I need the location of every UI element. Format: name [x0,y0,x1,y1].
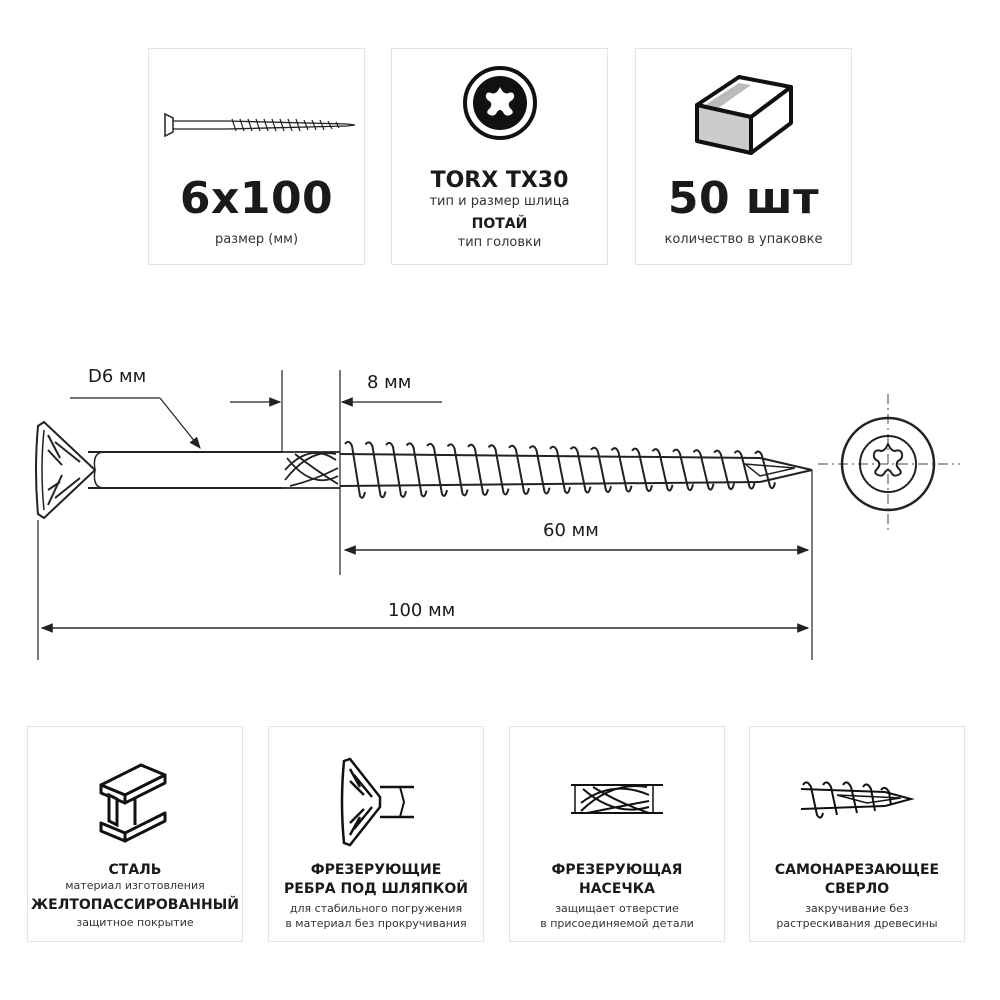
quantity-card [635,48,852,265]
head-ribs-icon [269,757,483,847]
slot-value: TORX TX30 [430,168,569,193]
total-label: 100 мм [388,600,456,621]
feature-title: СТАЛЬ [108,862,162,878]
screw-head [36,422,95,518]
head-caption: тип головки [457,235,542,250]
box-icon [636,65,851,161]
feature-card-knurl [509,726,725,942]
feature-title-2: ЖЕЛТОПАССИРОВАННЫЙ [31,897,239,913]
slot-caption: тип и размер шлица [429,194,570,209]
diameter-label: D6 мм [88,366,147,387]
size-card [148,48,365,265]
thread-label: 60 мм [543,520,599,541]
torx-icon [392,63,607,143]
feature-caption-2: защитное покрытие [76,916,194,929]
drill-tip-icon [750,777,964,821]
feature-title: САМОНАРЕЗАЮЩЕЕ СВЕРЛО [774,862,940,897]
torx-end-view [818,394,960,534]
thread-turns [345,442,775,498]
size-value: 6x100 [179,173,334,224]
feature-card-drill [749,726,965,942]
slot-card [391,48,608,265]
size-caption: размер (мм) [214,232,299,247]
feature-card-ribs [268,726,484,942]
quantity-value: 50 шт [667,173,820,224]
screw-drawing [0,330,1000,670]
feature-title: ФРЕЗЕРУЮЩИЕ РЕБРА ПОД ШЛЯПКОЙ [284,862,468,897]
feature-caption: защищает отверстие в присоединяемой детали [540,902,694,930]
i-beam-icon [28,763,242,843]
knurl-icon [510,777,724,821]
feature-caption: для стабильного погружения в материал без прокручивания [285,902,467,930]
head-value: ПОТАЙ [471,216,528,232]
quantity-caption: количество в упаковке [664,232,823,247]
feature-title: ФРЕЗЕРУЮЩАЯ НАСЕЧКА [551,862,683,897]
screw-icon [149,111,364,139]
feature-caption: материал изготовления [65,879,205,892]
knurl-label: 8 мм [367,372,412,393]
feature-caption: закручивание без растрескивания древесины [776,902,938,930]
knurl-section [282,452,340,488]
feature-card-steel [27,726,243,942]
